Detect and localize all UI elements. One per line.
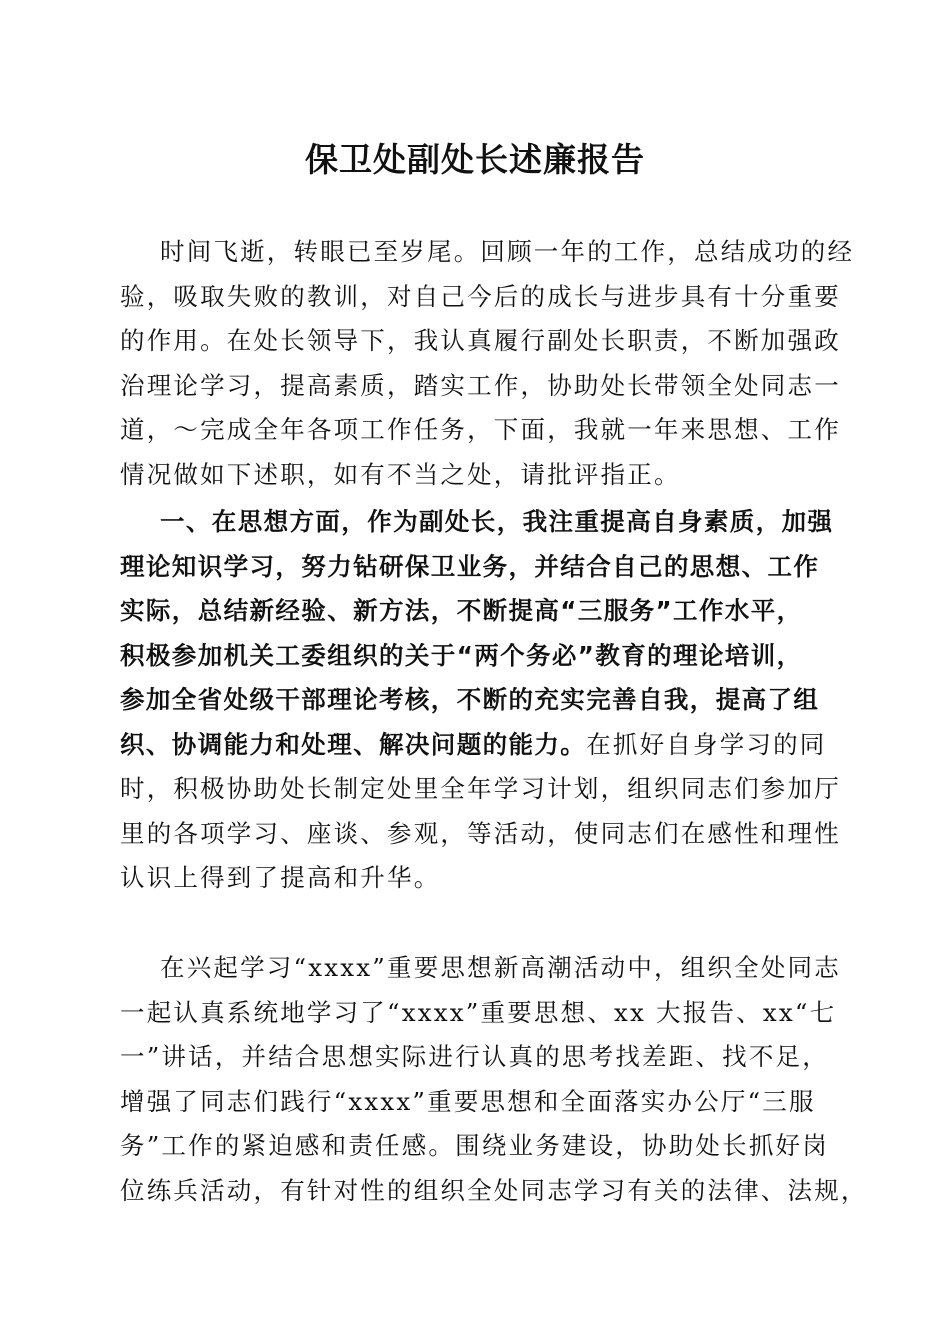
bold-text-segment: 织、协调能力和处理、解决问题的能力。: [120, 729, 587, 759]
paragraph-intro: [120, 230, 855, 497]
text-line: 时，积极协助处长制定处里全年学习计划，组织同志们参加厅: [120, 774, 841, 803]
paragraph-ideology: [120, 500, 841, 901]
bold-text-line: 实际，总结新经验、新方法，不断提高“三服务”工作水平，: [120, 596, 803, 625]
text-line: 治理论学习，提高素质，踏实工作，协助处长带领全处同志一: [120, 370, 841, 400]
text-line: 验，吸取失败的教训，对自己今后的成长与进步具有十分重要: [120, 281, 841, 311]
section-heading-line: 一、在思想方面，作为副处长，我注重提高自身素质，加强: [160, 507, 834, 536]
text-line: 道，～完成全年各项工作任务，下面，我就一年来思想、工作: [120, 415, 841, 444]
bold-text-line: 积极参加机关工委组织的关于“两个务必”教育的理论培训，: [120, 640, 803, 670]
mixed-text-line: [120, 723, 832, 768]
text-line: 的作用。在处长领导下，我认真履行副处长职责，不断加强政: [120, 326, 841, 355]
bold-text-line: 参加全省处级干部理论考核，不断的充实完善自我，提高了组: [120, 685, 820, 714]
text-line: 情况做如下述职，如有不当之处，请批评指正。: [120, 459, 681, 489]
text-line: 认识上得到了提高和升华。: [120, 863, 441, 892]
text-line: 时间飞逝，转眼已至岁尾。回顾一年的工作，总结成功的经: [160, 237, 855, 266]
text-line: 位练兵活动，有针对性的组织全处同志学习有关的法律、法规，: [120, 1175, 868, 1205]
bold-text-line: 理论知识学习，努力钻研保卫业务，并结合自己的思想、工作: [120, 551, 820, 581]
document-title: 保卫处副处长述廉报告: [305, 140, 645, 179]
text-line: 一起认真系统地学习了“xxxx”重要思想、xx 大报告、xx“七: [120, 997, 837, 1027]
paragraph-study: [120, 946, 868, 1213]
text-line: 在兴起学习“xxxx”重要思想新高潮活动中，组织全处同志: [160, 953, 841, 982]
text-line: 增强了同志们践行“xxxx”重要思想和全面落实办公厅“三服: [120, 1086, 816, 1116]
text-line: 里的各项学习、座谈、参观，等活动，使同志们在感性和理性: [120, 818, 841, 848]
normal-text-segment: 在抓好自身学习的同: [586, 729, 827, 759]
text-line: 务”工作的紧迫感和责任感。围绕业务建设，协助处长抓好岗: [120, 1131, 829, 1160]
text-line: 一”讲话，并结合思想实际进行认真的思考找差距、找不足，: [120, 1042, 829, 1071]
